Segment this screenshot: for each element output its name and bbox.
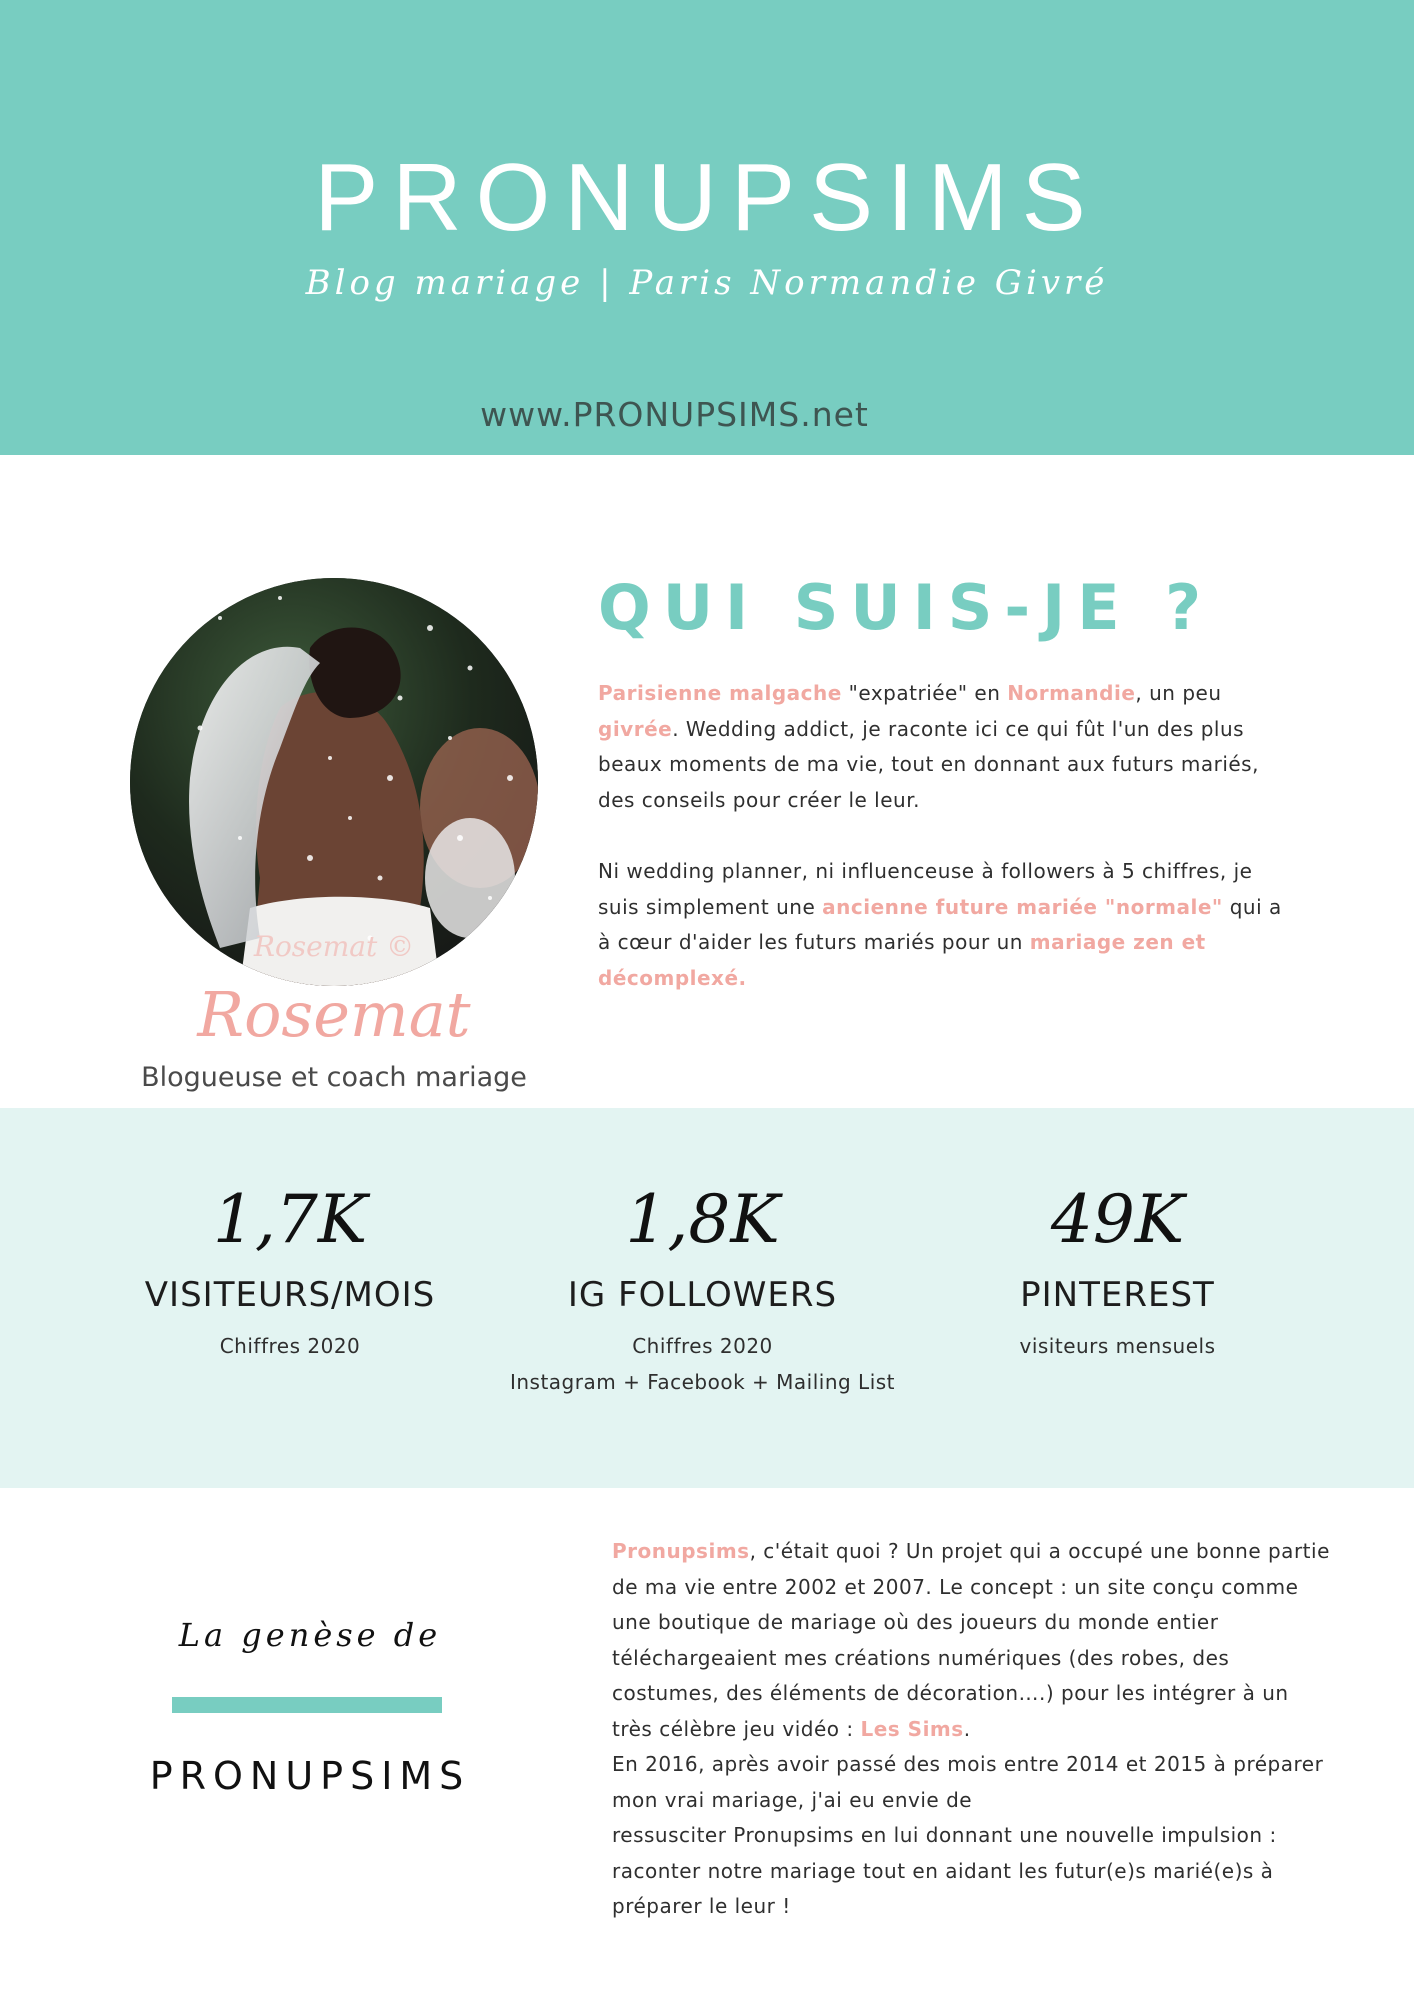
- highlight-text: Normandie: [1007, 681, 1136, 705]
- stat-pinterest: [930, 1170, 1305, 1364]
- body-text: ressusciter Pronupsims en lui donnant une nouvelle impulsion : raconter notre mariage tout en aidant les futur(e)s marié(e)s à préparer le leur !: [612, 1823, 1277, 1918]
- genesis-title: PRONUPSIMS: [149, 1754, 471, 1798]
- stat-label: IG FOLLOWERS: [567, 1275, 838, 1315]
- stat-label: VISITEURS/MOIS: [144, 1275, 436, 1315]
- signature-name: Rosemat: [197, 978, 471, 1051]
- stat-note: Chiffres 2020: [219, 1334, 361, 1358]
- highlight-text: Pronupsims: [612, 1539, 750, 1563]
- about-paragraph-2: [598, 854, 1298, 996]
- highlight-text: givrée: [598, 716, 673, 741]
- profile-photo: [130, 578, 538, 986]
- about-heading: QUI SUIS-JE ?: [598, 571, 1214, 644]
- stat-value: 49K: [1050, 1181, 1185, 1258]
- body-text: En 2016, après avoir passé des mois entre 2014 et 2015 à préparer mon vrai mariage, j'ai eu envie de: [612, 1752, 1324, 1812]
- stat-visitors: [110, 1170, 470, 1364]
- site-url-link[interactable]: www.PRONUPSIMS.net: [480, 395, 869, 434]
- genesis-paragraph: [612, 1534, 1332, 1925]
- stat-note-line: Instagram + Facebook + Mailing List: [509, 1370, 896, 1394]
- body-text: qui a à cœur d'aider les futurs mariés pour un: [598, 894, 1282, 954]
- highlight-text: Les Sims: [860, 1716, 964, 1741]
- stat-ig-followers: [500, 1170, 905, 1400]
- body-text: Ni wedding planner, ni influenceuse à followers à 5 chiffres, je suis simplement une: [598, 859, 1253, 919]
- highlight-text: mariage zen et décomplexé.: [598, 930, 1206, 990]
- body-text: "expatriée" en: [841, 681, 1008, 705]
- body-text: , c'était quoi ? Un projet qui a occupé une bonne partie de ma vie entre 2002 et 2007. Le concept : un site conçu comme une boutique de mariage où des joueurs du monde entier téléchargeaient mes créations numériques (des robes, des costumes, des éléments de décoration….) pour les intégrer à un très célèbre jeu vidéo :: [612, 1539, 1330, 1741]
- bride-photo-illustration: [130, 578, 538, 986]
- stat-note-line: Chiffres 2020: [632, 1334, 773, 1358]
- site-title: PRONUPSIMS: [314, 144, 1100, 251]
- highlight-text: Parisienne malgache: [598, 681, 842, 705]
- stat-label: PINTEREST: [1020, 1275, 1215, 1315]
- site-tagline: Blog mariage | Paris Normandie Givré: [305, 263, 1109, 303]
- stat-value: 1,8K: [625, 1181, 780, 1258]
- photo-watermark: Rosemat ©: [253, 930, 415, 963]
- body-text: . Wedding addict, je raconte ici ce qui fût l'un des plus beaux moments de ma vie, tout en donnant aux futurs mariés, des conseils pour créer le leur.: [598, 716, 1259, 812]
- stat-note: visiteurs mensuels: [1019, 1334, 1216, 1358]
- body-text: .: [963, 1716, 971, 1741]
- stat-value: 1,7K: [212, 1181, 368, 1258]
- highlight-text: ancienne future mariée "normale": [822, 894, 1223, 919]
- stat-note: [500, 1328, 905, 1400]
- accent-divider: [172, 1697, 442, 1713]
- about-paragraph-1: [598, 676, 1298, 818]
- role-label: Blogueuse et coach mariage: [141, 1062, 527, 1093]
- genesis-intro: La genèse de: [178, 1616, 442, 1654]
- body-text: , un peu: [1135, 681, 1222, 705]
